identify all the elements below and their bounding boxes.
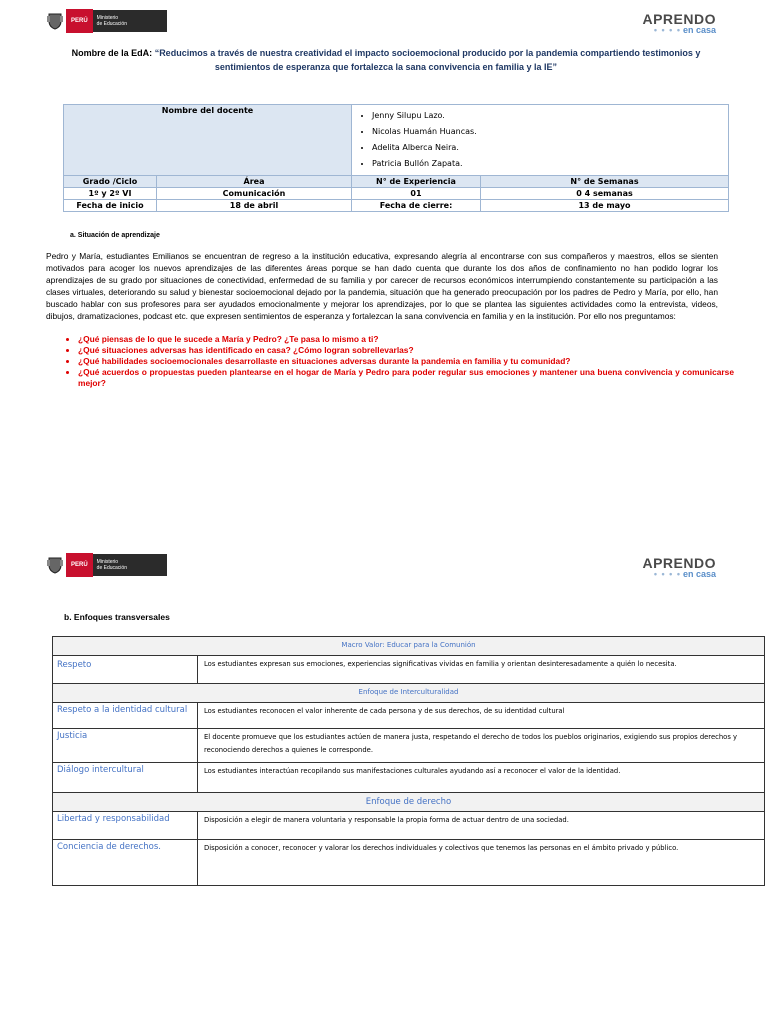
value-name: Conciencia de derechos.	[53, 840, 198, 886]
situacion-heading: a. Situación de aprendizaje	[70, 232, 160, 239]
docente-list-cell	[352, 105, 729, 176]
header-grado: Grado /Ciclo	[64, 176, 157, 188]
coat-of-arms-icon	[46, 11, 64, 31]
value-name: Respeto a la identidad cultural	[53, 703, 198, 729]
aprendo-en-casa-logo: APRENDO • • • • en casa	[642, 555, 716, 579]
value-description: Los estudiantes interactúan recopilando sus manifestaciones culturales ayudando así a reconocer el valor de la identidad.	[198, 763, 765, 793]
fecha-inicio-label: Fecha de inicio	[64, 200, 157, 212]
value-description: El docente promueve que los estudiantes actúen de manera justa, respetando el derecho de todos los pueblos originarios, exigiendo sus propios derechos y reconociendo derechos a quienes le corresponde.	[198, 729, 765, 763]
value-description: Disposición a elegir de manera voluntaria y responsable la propia forma de actuar dentro de una sociedad.	[198, 812, 765, 840]
value-description: Los estudiantes reconocen el valor inherente de cada persona y de sus derechos, de su identidad cultural	[198, 703, 765, 729]
question-item: • ¿Qué acuerdos o propuestas pueden plantearse en el hogar de María y Pedro para poder regular sus emociones y mantener una buena convivencia y comunicarse mejor?	[78, 367, 734, 389]
ministry-logo	[46, 554, 167, 576]
docente-label: Nombre del docente	[64, 105, 352, 176]
value-experiencia: 01	[352, 188, 481, 200]
teacher-item: • Jenny Silupu Lazo.	[372, 108, 726, 124]
derecho-header: Enfoque de derecho	[53, 793, 765, 812]
questions-list	[62, 334, 734, 389]
teacher-item: • Patricia Bullón Zapata.	[372, 156, 726, 172]
teacher-item: • Nicolas Huamán Huancas.	[372, 124, 726, 140]
value-name: Diálogo intercultural	[53, 763, 198, 793]
ministry-name: Ministerio de Educación	[93, 10, 167, 32]
document-page-2	[0, 540, 768, 1024]
eda-title: Nombre de la EdA: “Reducimos a través de nuestra creatividad el impacto socioemocional producido por la pandemia compartiendo testimonios y sentimientos de esperanza que fortalezca la sana convivencia en familia y la IE”	[71, 48, 701, 72]
value-description: Los estudiantes expresan sus emociones, experiencias significativas vividas en familia y orientan desinteresadamente a quién lo necesita.	[198, 656, 765, 684]
ministry-name: Ministerio de Educación	[93, 554, 167, 576]
value-semanas: 0 4 semanas	[481, 188, 729, 200]
question-item: • ¿Qué piensas de lo que le sucede a María y Pedro? ¿Te pasa lo mismo a ti?	[78, 334, 734, 345]
enfoques-table	[52, 636, 765, 886]
situacion-paragraph: Pedro y María, estudiantes Emilianos se encuentran de regreso a la institución educativa, expresando alegría al encontrarse con sus compañeros y maestros, ellos se sienten motivados para acoger los nuevos aprendizajes de las diferentes áreas porque se han dado cuenta que durante los dos años de confinamiento no han podido lograr los aprendizajes de su grado por situaciones de conectividad, enfermedad de su familia y por carecer de recursos económicos interrumpiendo constantemente su participación a las clases virtuales, deteriorando su salud y bienestar socioemocional dejado por la pandemia, situación que ha generado preocupación por los padres de Pedro y María, por ello, han buscado hablar con sus profesores para ser ayudados emocionalmente y mejorar los aprendizajes, por lo que se plantea las siguientes actividades como la entrevista, videos, dibujos, dramatizaciones, podcast etc. que expresen sentimientos de esperanza y fortalezcan la sana convivencia en familia y en la institución. Por ello nos preguntamos:	[46, 251, 718, 321]
value-name: Respeto	[53, 656, 198, 684]
value-name: Libertad y responsabilidad	[53, 812, 198, 840]
header-area: Área	[157, 176, 352, 188]
peru-label: PERÚ	[66, 9, 93, 33]
ministry-logo	[46, 10, 167, 32]
value-grado: 1º y 2º VI	[64, 188, 157, 200]
teacher-list	[354, 106, 726, 174]
info-table	[63, 104, 729, 212]
question-item: • ¿Qué situaciones adversas has identificado en casa? ¿Cómo logran sobrellevarlas?	[78, 345, 734, 356]
peru-label: PERÚ	[66, 553, 93, 577]
header-experiencia: N° de Experiencia	[352, 176, 481, 188]
macro-valor-header: Macro Valor: Educar para la Comunión	[53, 637, 765, 656]
value-area: Comunicación	[157, 188, 352, 200]
fecha-cierre-value: 13 de mayo	[481, 200, 729, 212]
enfoques-heading: b. Enfoques transversales	[64, 612, 170, 622]
value-description: Disposición a conocer, reconocer y valorar los derechos individuales y colectivos que tenemos las personas en el ámbito privado y público.	[198, 840, 765, 886]
question-item: • ¿Qué habilidades socioemocionales desarrollaste en situaciones adversas durante la pandemia en familia y tu comunidad?	[78, 356, 734, 367]
coat-of-arms-icon	[46, 555, 64, 575]
header-semanas: N° de Semanas	[481, 176, 729, 188]
teacher-item: • Adelita Alberca Neira.	[372, 140, 726, 156]
aprendo-en-casa-logo: APRENDO • • • • en casa	[642, 11, 716, 35]
value-name: Justicia	[53, 729, 198, 763]
interculturalidad-header: Enfoque de Interculturalidad	[53, 684, 765, 703]
fecha-cierre-label: Fecha de cierre:	[352, 200, 481, 212]
fecha-inicio-value: 18 de abril	[157, 200, 352, 212]
